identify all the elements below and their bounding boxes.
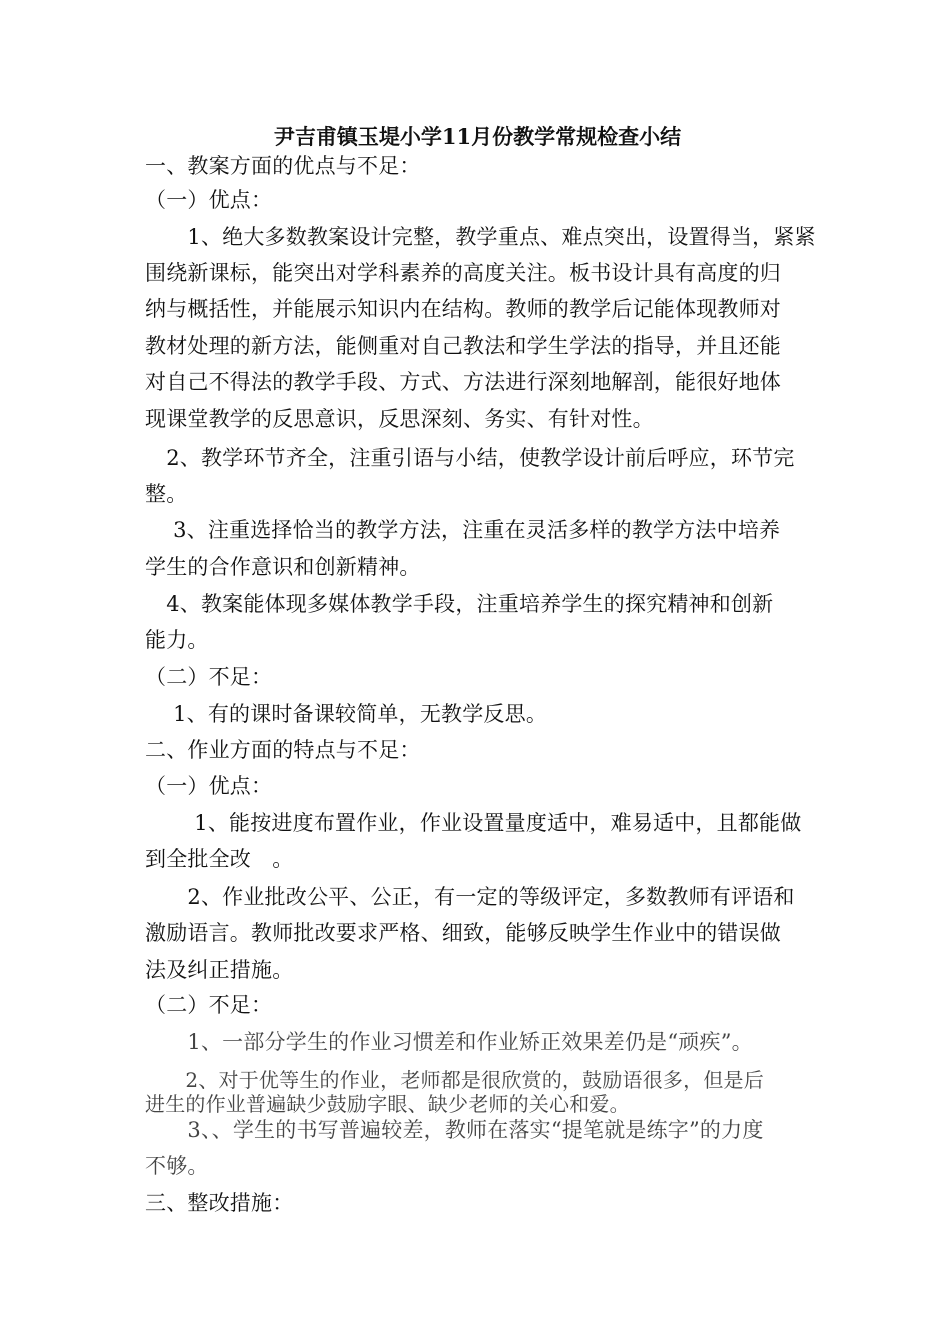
paragraph-line: 法及纠正措施。 (145, 958, 294, 982)
paragraph-line: 2、对于优等生的作业，老师都是很欣赏的，鼓励语很多，但是后 (145, 1068, 764, 1092)
paragraph-line: 激励语言。教师批改要求严格、细致，能够反映学生作业中的错误做 (145, 921, 781, 945)
subheading-weaknesses: （二）不足： (145, 993, 273, 1017)
section-heading-homework: 二、作业方面的特点与不足： (145, 738, 421, 762)
paragraph-line: 到全批全改 。 (145, 847, 294, 871)
paragraph-line: 4、教案能体现多媒体教学手段，注重培养学生的探究精神和创新 (145, 592, 774, 616)
paragraph-line: 1、有的课时备课较简单，无教学反思。 (145, 702, 548, 726)
paragraph-line: 整。 (145, 482, 188, 506)
paragraph-line: 能力。 (145, 628, 209, 652)
subheading-strengths: （一）优点： (145, 774, 273, 798)
document-title: 尹吉甫镇玉堤小学11月份教学常规检查小结 (273, 124, 682, 149)
paragraph-line: 1、能按进度布置作业，作业设置量度适中，难易适中，且都能做 (145, 811, 802, 835)
paragraph-line: 不够。 (145, 1154, 209, 1178)
paragraph-line: 对自己不得法的教学手段、方式、方法进行深刻地解剖，能很好地体 (145, 370, 781, 394)
section-heading-corrective-measures: 三、整改措施： (145, 1191, 294, 1215)
paragraph-line: 学生的合作意识和创新精神。 (145, 555, 421, 579)
paragraph-line: 现课堂教学的反思意识，反思深刻、务实、有针对性。 (145, 407, 654, 431)
paragraph-line: 1、一部分学生的作业习惯差和作业矫正效果差仍是“顽疾”。 (145, 1030, 753, 1054)
paragraph-line: 围绕新课标，能突出对学科素养的高度关注。板书设计具有高度的归 (145, 261, 781, 285)
subheading-weaknesses: （二）不足： (145, 665, 273, 689)
paragraph-line: 进生的作业普遍缺少鼓励字眼、缺少老师的关心和爱。 (145, 1092, 630, 1116)
paragraph-line: 1、绝大多数教案设计完整，教学重点、难点突出，设置得当，紧紧 (145, 225, 816, 249)
section-heading-lesson-plans: 一、教案方面的优点与不足： (145, 154, 421, 178)
paragraph-line: 纳与概括性，并能展示知识内在结构。教师的教学后记能体现教师对 (145, 297, 781, 321)
paragraph-line: 教材处理的新方法，能侧重对自己教法和学生学法的指导，并且还能 (145, 334, 781, 358)
paragraph-line: 3、、学生的书写普遍较差，教师在落实“提笔就是练字”的力度 (145, 1118, 764, 1142)
subheading-strengths: （一）优点： (145, 188, 273, 212)
paragraph-line: 3、注重选择恰当的教学方法，注重在灵活多样的教学方法中培养 (145, 518, 781, 542)
paragraph-line: 2、教学环节齐全，注重引语与小结，使教学设计前后呼应，环节完 (145, 446, 795, 470)
paragraph-line: 2、作业批改公平、公正，有一定的等级评定，多数教师有评语和 (145, 885, 795, 909)
